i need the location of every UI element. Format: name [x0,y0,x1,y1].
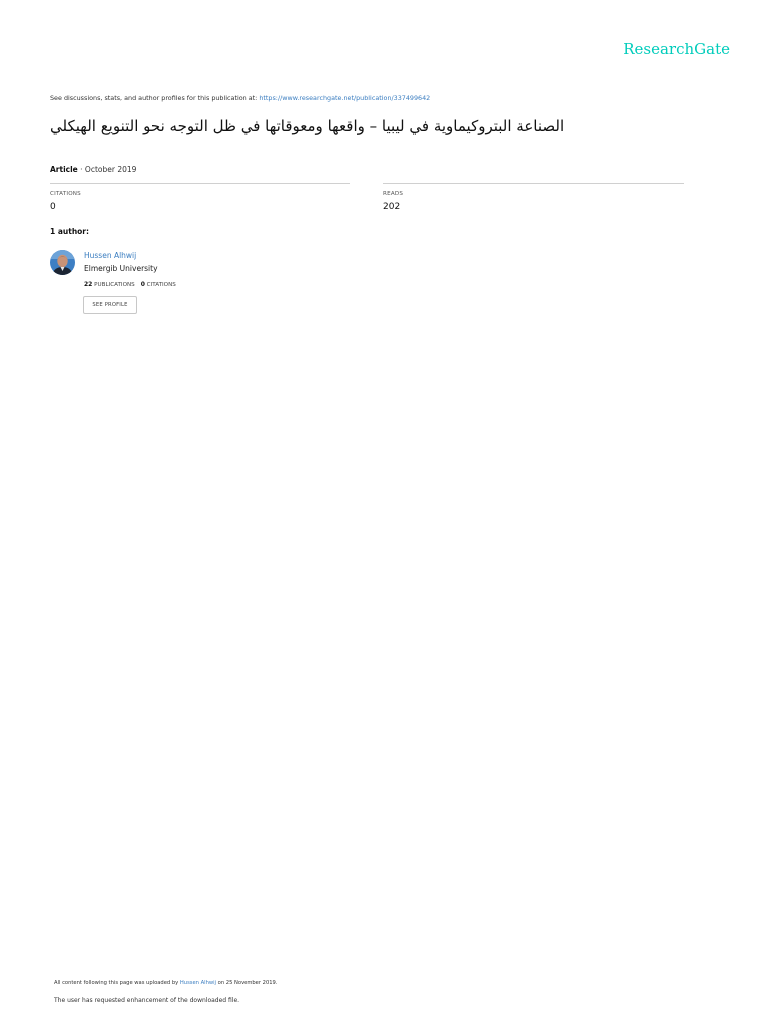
publication-title: الصناعة البتروكيماوية في ليبيا – واقعها ومعوقاتها في ظل التوجه نحو التنويع الهيكلي [50,117,565,135]
author-institution: Elmergib University [84,264,158,273]
citations-label: CITATIONS [50,191,81,197]
author-avatar[interactable] [50,250,75,275]
citations-divider [50,183,350,184]
reads-value: 202 [383,202,401,212]
discussion-line [50,94,430,102]
reads-divider [383,183,684,184]
upload-note [54,980,278,986]
see-profile-button[interactable]: SEE PROFILE [83,296,137,314]
publication-meta [50,165,136,174]
author-publications-count: 22 [84,281,93,288]
reads-label: READS [383,191,404,197]
author-citations-label: CITATIONS [144,282,176,288]
author-citations-count: 0 [140,281,145,288]
publication-date: · October 2019 [77,165,137,174]
authors-heading: 1 author: [50,227,90,236]
upload-prefix: All content following this page was uploaded by [54,980,180,986]
author-stats [84,281,176,288]
citations-value: 0 [50,202,56,212]
author-name-link[interactable]: Hussen Alhwij [84,251,137,260]
enhancement-note: The user has requested enhancement of the downloaded file. [54,997,240,1004]
discussion-prefix: See discussions, stats, and author profiles for this publication at: [50,94,260,102]
upload-suffix: on 25 November 2019. [216,980,278,986]
publication-type: Article [50,165,78,174]
author-publications-label: PUBLICATIONS [92,282,135,288]
author-photo-icon [50,250,75,275]
researchgate-logo[interactable]: ResearchGate [623,40,730,58]
uploader-link[interactable]: Hussen Alhwij [179,980,217,986]
publication-url-link[interactable]: https://www.researchgate.net/publication/337499642 [259,94,431,102]
